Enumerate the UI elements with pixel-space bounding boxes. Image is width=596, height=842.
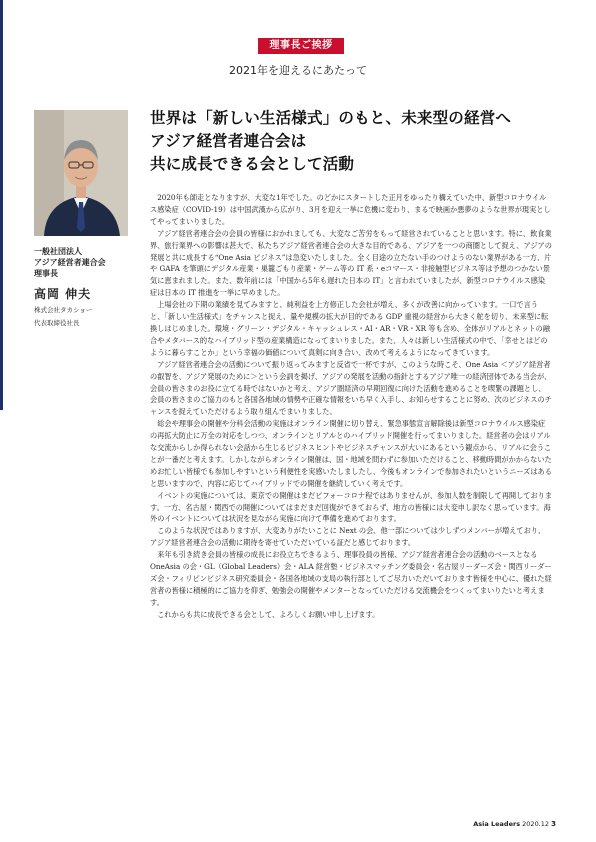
issue-date: 2020.12: [522, 820, 550, 828]
body-paragraph: アジア経営者連合会の会員の皆様におかれましても、大変なご苦労をもって経営されていることと思います。特に、飲食業界、旅行業界への影響は甚大で、私たちアジア経営者連合会の大きな目的である、アジアを一つの商圏として捉え、アジアの発展と共に成長する“One Asia ビジネス”は急変いたしました。全く目途の立たない手のつけようのない業界がある一方、片や GAFA を筆頭にデジタル産業・巣籠ごもり産業・ゲーム等の IT 系・eコマース・非接触型ビジネス等は予想のつかない景気に恵まれました。また、数年前には「中国から5年も遅れた日本の IT」と言われていましたが、新型コロナウイルス感染症は日本の IT 推進を一挙に早めました。: [150, 228, 552, 298]
headline: [150, 107, 570, 176]
body-paragraph: 来年も引き続き会員の皆様の成長にお役立ちできるよう、理事役員の皆様、アジア経営者連合会の活動のベースとなる OneAsia の会・GL（Global Leaders）会・ALA 経営塾・ビジネスマッチング委員会・名古屋リーダーズ会・関西リーダーズ会・フィリピンビジネス研究委員会・各国各地域の支局の執行部としてご尽力いただいております皆様を中心に、優れた経営者の皆様に積極的にご協力を仰ぎ、勉強会の開催やメンターとなっていただける交流機会をつくってまいりたいと考えます。: [150, 550, 552, 607]
profile-block: [34, 246, 134, 328]
profile-company-line: 代表取締役社長: [34, 319, 80, 327]
page-subtitle: 2021年を迎えるにあたって: [229, 64, 367, 77]
profile-company-line: 株式会社タカショー: [34, 306, 93, 314]
profile-org-line: 理事長: [34, 269, 58, 278]
body-paragraph: アジア経営者連合会の活動について振り返ってみますと反省で一杯ですが、このような時こそ、One Asia ＜アジア経営者の叡智を、アジア発展のために＞という会訓を掲げ、アジアの発展を活動の指針とするアジア唯一の経済団体である当会が、会員の皆さまのお役に立てる時ではないかと考え、アジア圏経済の早期回復に向けた活動を進めることを喫緊の課題とし、会員の皆さまのご協力のもと各国各地域の情勢や正確な情報をいち早く入手し、お知らせすることに努め、次のビジネスのチャンスを捉えていただけるよう取り組んでまいりました。: [150, 359, 552, 417]
body-paragraph: 上場会社の下期の業績を見てみますと、純利益を上方修正した会社が増え、多くが改善に向かっています。一口で言うと、「新しい生活様式」をチャンスと捉え、量や規模の拡大が目的である GDP 重視の経営から大きく舵を切り、未来型に転換しはじめました。環境・グリーン・デジタル・キャッシュレス・AI・AR・VR・XR 等も含め、全体がリアルとネットの融合やメタバース的なハイブリッド型の産業構造になってまいりました。また、人々は新しい生活様式の中で、「幸せとはどのように暮らすことか」という幸福の価値について真剣に向き合い、改めて考えるようになってきています。: [150, 300, 550, 357]
section-badge: 理事長ご挨拶: [258, 38, 344, 54]
body-paragraph: 総会や理事会の開催や分科会活動の実施はオンライン開催に切り替え、緊急事態宣言解除後は新型コロナウイルス感染症の再拡大防止に万全の対応をしつつ、オンラインとリアルとのハイブリッド開催を行ってまいりました。経営者の会はリアルな交流からしか得られない会話から生じるビジネスヒントやビジネスチャンスが大いにあるという観点から、リアルに会うことが一番だと考えます。しかしながらオンライン開催は、国・地域を問わずに参加いただけること、移動時間がかからないためお忙しい皆様でも参加しやすいという利便性を実感いたしましたし、今後もオンラインで参加されたいというニーズはあると思いますので、内容に応じてハイブリッドでの開催を継続していく考えです。: [150, 419, 552, 488]
body-paragraph: これからも共に成長できる会として、よろしくお願い申し上げます。: [157, 609, 380, 619]
profile-name: 高岡 伸夫: [34, 287, 92, 301]
body-paragraph: イベントの実施については、東京での開催はまだビフォーコロナ程ではありませんが、参加人数を制限して再開しております。一方、名古屋・関西での開催についてはまだまだ回復ができておらず、地方の皆様には大変申し訳なく思っています。海外のイベントについては状況を見ながら実施に向けて準備を進めております。: [150, 490, 553, 524]
page-footer: [473, 820, 556, 828]
profile-org-line: アジア経営者連合会: [34, 258, 106, 267]
portrait-photo: [34, 110, 128, 236]
headline-line: 世界は「新しい生活様式」のもと、未来型の経営へ: [150, 109, 512, 127]
portrait-illustration: [34, 110, 128, 236]
body-paragraph: このような状況ではありますが、大変ありがたいことに Next の会、他一部については少しずつメンバーが増えており、アジア経営者連合会の活動に期待を寄せていただいている証だと感じております。: [150, 526, 546, 548]
headline-line: アジア経営者連合会は: [150, 132, 307, 150]
article-body: [150, 192, 552, 621]
magazine-name: Asia Leaders: [473, 820, 521, 828]
headline-line: 共に成長できる会として活動: [150, 155, 355, 173]
profile-org-line: 一般社団法人: [34, 247, 82, 256]
page-number: 3: [551, 820, 556, 828]
body-paragraph: 2020年も師走となりますが、大変な1年でした。のどかにスタートした正月をゆったり構えていた中、新型コロナウイルス感染症（COVID-19）は中国武漢から広がり、3月を迎え一挙に危機に変わり、まるで映画か悪夢のような世界が現実としてやってまいりました。: [150, 193, 551, 226]
